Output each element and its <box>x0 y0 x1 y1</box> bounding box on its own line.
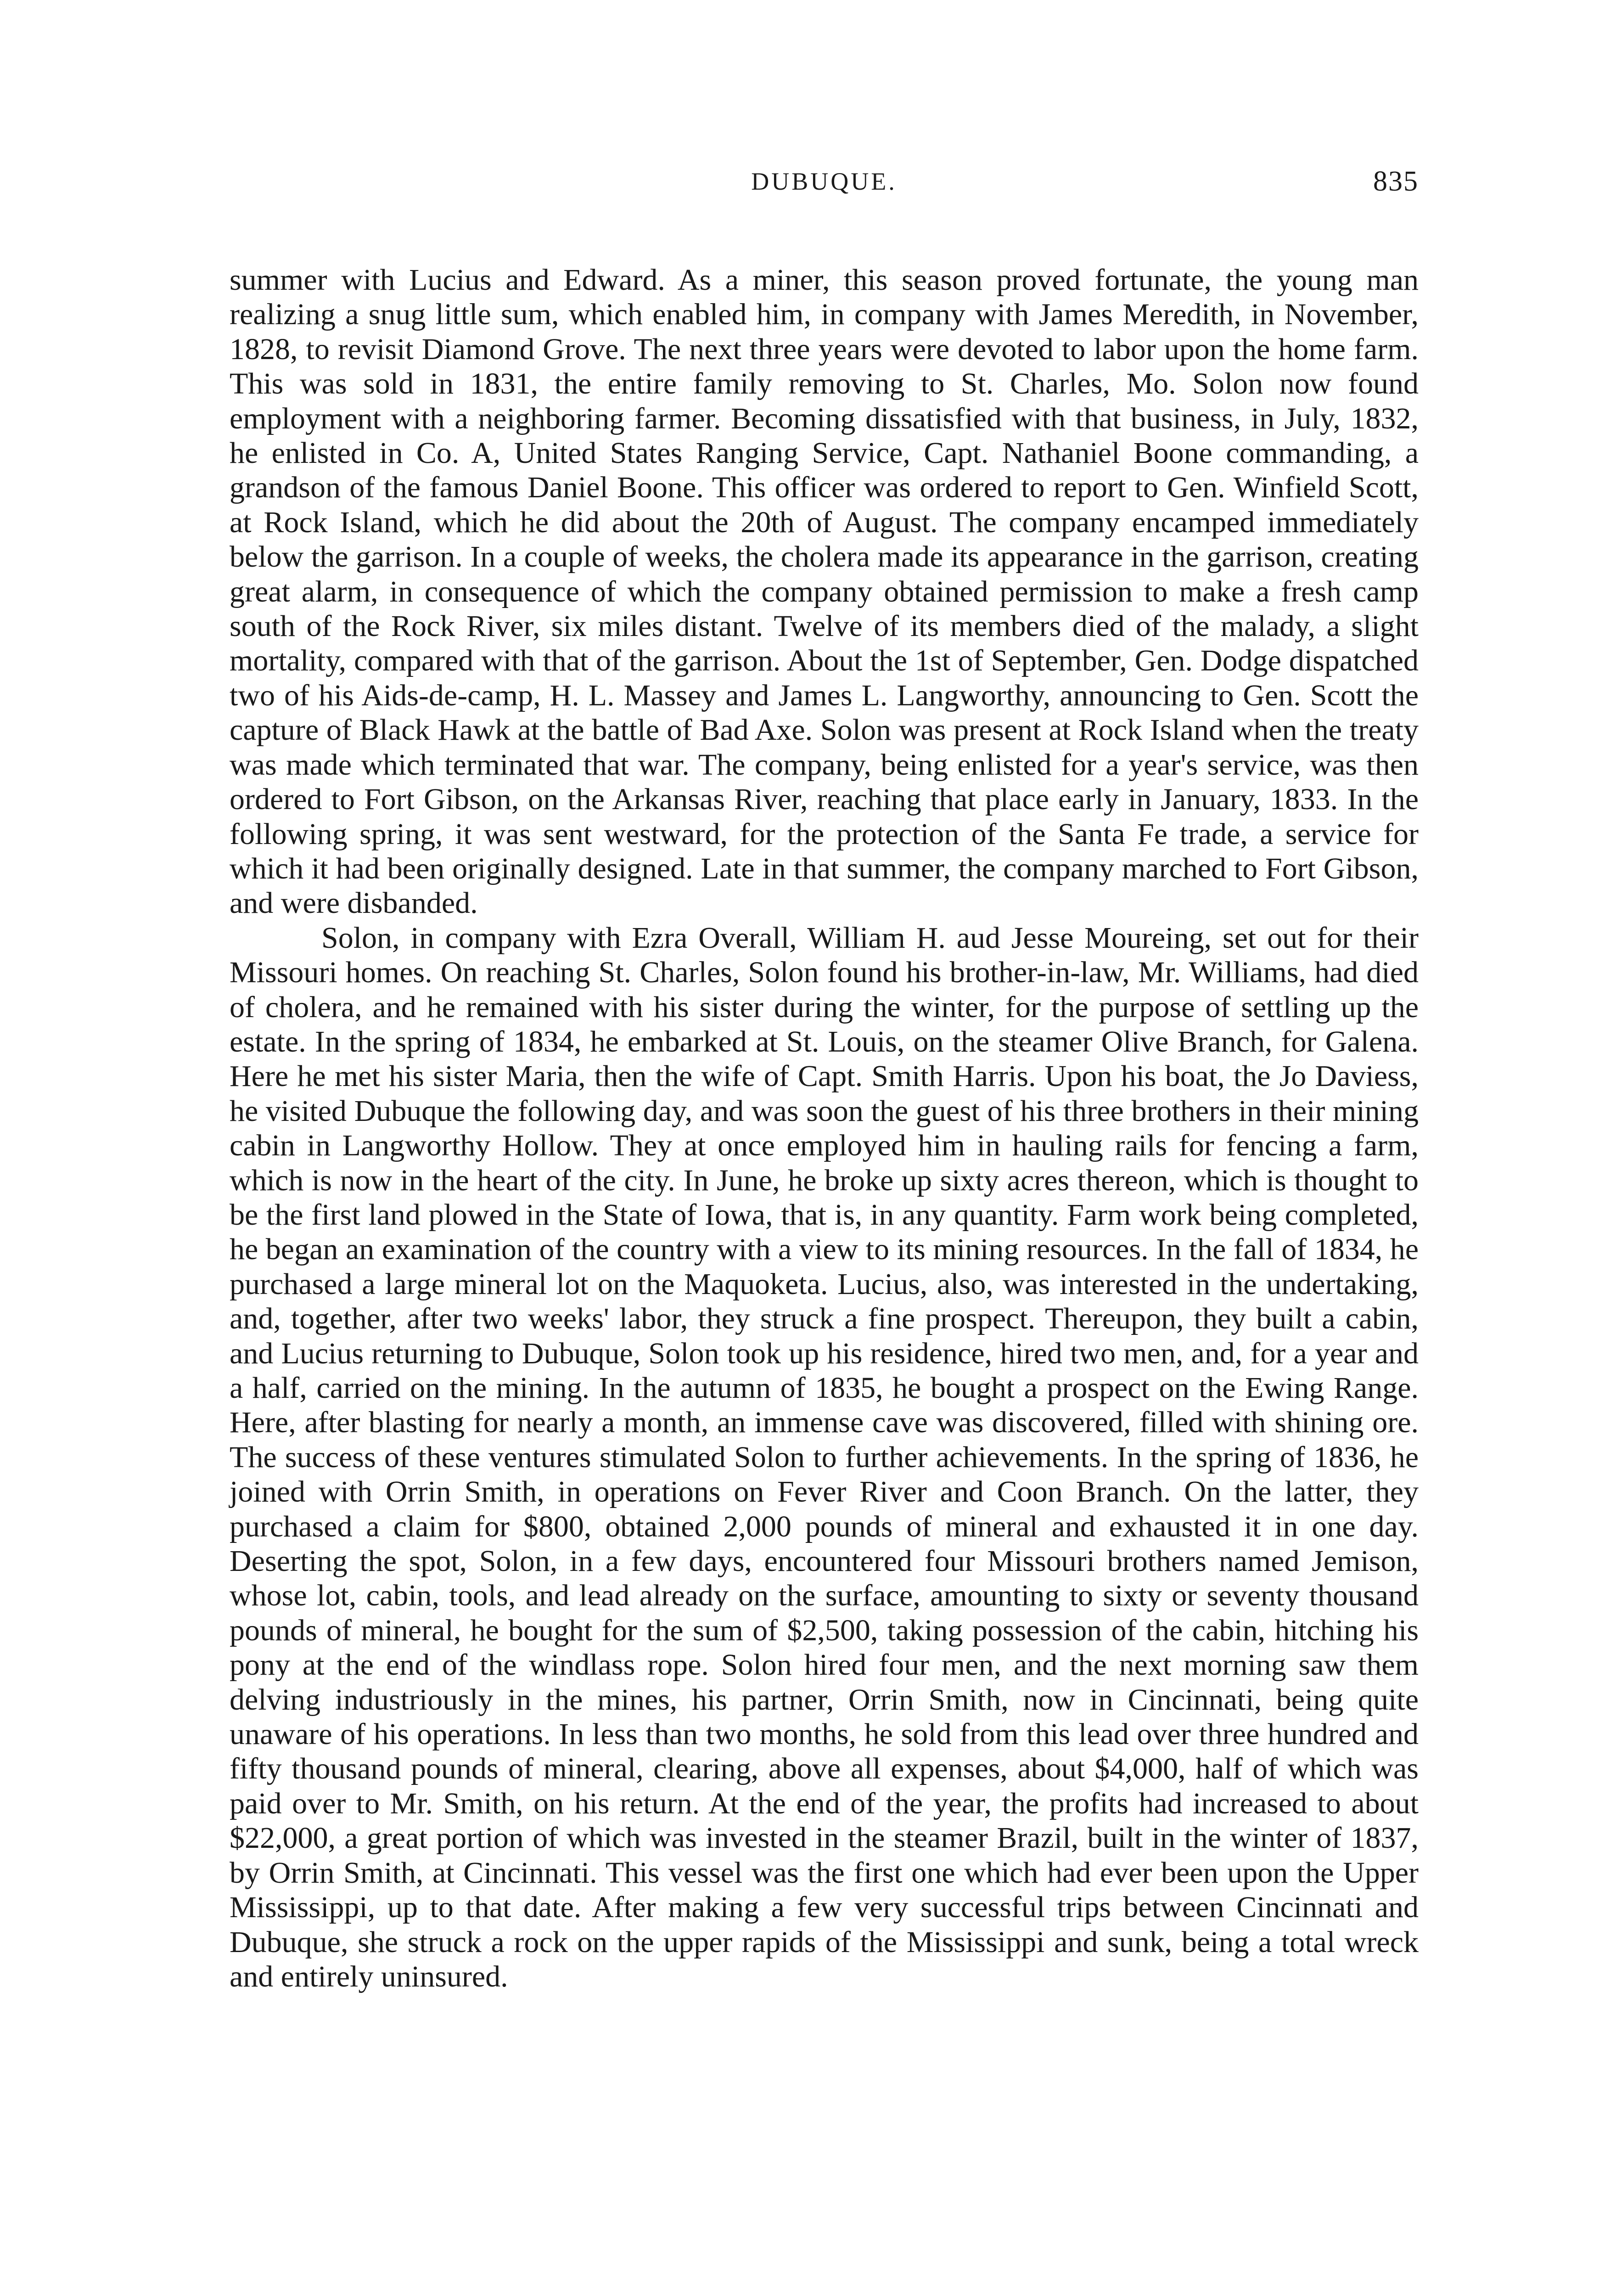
paragraph: Solon, in company with Ezra Overall, William H. aud Jesse Moureing, set out for their Missouri homes. On reaching St. Charles, Solon found his brother-in-law, Mr. Williams, had died of cholera, and he remained with his sister during the winter, for the purpose of settling up the estate. In the spring of 1834, he embarked at St. Louis, on the steamer Olive Branch, for Galena. Here he met his sister Maria, then the wife of Capt. Smith Harris. Upon his boat, the Jo Daviess, he visited Dubuque the following day, and was soon the guest of his three brothers in their mining cabin in Langworthy Hollow. They at once employed him in hauling rails for fencing a farm, which is now in the heart of the city. In June, he broke up sixty acres thereon, which is thought to be the first land plowed in the State of Iowa, that is, in any quantity. Farm work being completed, he began an examination of the country with a view to its mining resources. In the fall of 1834, he purchased a large mineral lot on the Maquoketa. Lucius, also, was interested in the undertaking, and, together, after two weeks' labor, they struck a fine prospect. Thereupon, they built a cabin, and Lucius returning to Dubuque, Solon took up his residence, hired two men, and, for a year and a half, carried on the mining. In the autumn of 1835, he bought a prospect on the Ewing Range. Here, after blasting for nearly a month, an immense cave was discovered, filled with shining ore. The success of these ventures stimulated Solon to further achievements. In the spring of 1836, he joined with Orrin Smith, in operations on Fever River and Coon Branch. On the latter, they purchased a claim for $800, obtained 2,000 pounds of mineral and exhausted it in one day. Deserting the spot, Solon, in a few days, encountered four Missouri brothers named Jemison, whose lot, cabin, tools, and lead already on the surface, amounting to sixty or seventy thousand pounds of mineral, he bought for the sum of $2,500, taking possession of the cabin, hitching his pony at the end of the windlass rope. Solon hired four men, and the next morning saw them delving industriously in the mines, his partner, Orrin Smith, now in Cincinnati, being quite unaware of his operations. In less than two months, he sold from this lead over three hundred and fifty thousand pounds of mineral, clearing, above all expenses, about $4,000, half of which was paid over to Mr. Smith, on his return. At the end of the year, the profits had increased to about $22,000, a great portion of which was invested in the steamer Brazil, built in the winter of 1837, by Orrin Smith, at Cincinnati. This vessel was the first one which had ever been upon the Upper Mississippi, up to that date. After making a few very successful trips between Cincinnati and Dubuque, she struck a rock on the upper rapids of the Mississippi and sunk, being a total wreck and entirely uninsured. <box>230 921 1419 1993</box>
body-text <box>230 263 1419 1994</box>
page-number: 835 <box>1373 166 1419 197</box>
paragraph-continued: summer with Lucius and Edward. As a miner, this season proved fortunate, the young man realizing a snug little sum, which enabled him, in company with James Meredith, in November, 1828, to revisit Diamond Grove. The next three years were devoted to labor upon the home farm. This was sold in 1831, the entire family removing to St. Charles, Mo. Solon now found employment with a neighboring farmer. Becoming dissatisfied with that business, in July, 1832, he enlisted in Co. A, United States Ranging Service, Capt. Nathaniel Boone commanding, a grandson of the famous Daniel Boone. This officer was ordered to report to Gen. Winfield Scott, at Rock Island, which he did about the 20th of August. The company encamped immediately below the garrison. In a couple of weeks, the cholera made its appearance in the garrison, creating great alarm, in consequence of which the company obtained permission to make a fresh camp south of the Rock River, six miles distant. Twelve of its members died of the malady, a slight mortality, compared with that of the garrison. About the 1st of September, Gen. Dodge dispatched two of his Aids-de-camp, H. L. Massey and James L. Langworthy, announcing to Gen. Scott the capture of Black Hawk at the battle of Bad Axe. Solon was present at Rock Island when the treaty was made which terminated that war. The company, being enlisted for a year's service, was then ordered to Fort Gibson, on the Arkansas River, reaching that place early in January, 1833. In the following spring, it was sent westward, for the protection of the Santa Fe trade, a service for which it had been originally designed. Late in that summer, the company marched to Fort Gibson, and were disbanded. <box>230 263 1419 920</box>
running-title: DUBUQUE. <box>751 168 897 195</box>
running-head <box>230 163 1419 200</box>
